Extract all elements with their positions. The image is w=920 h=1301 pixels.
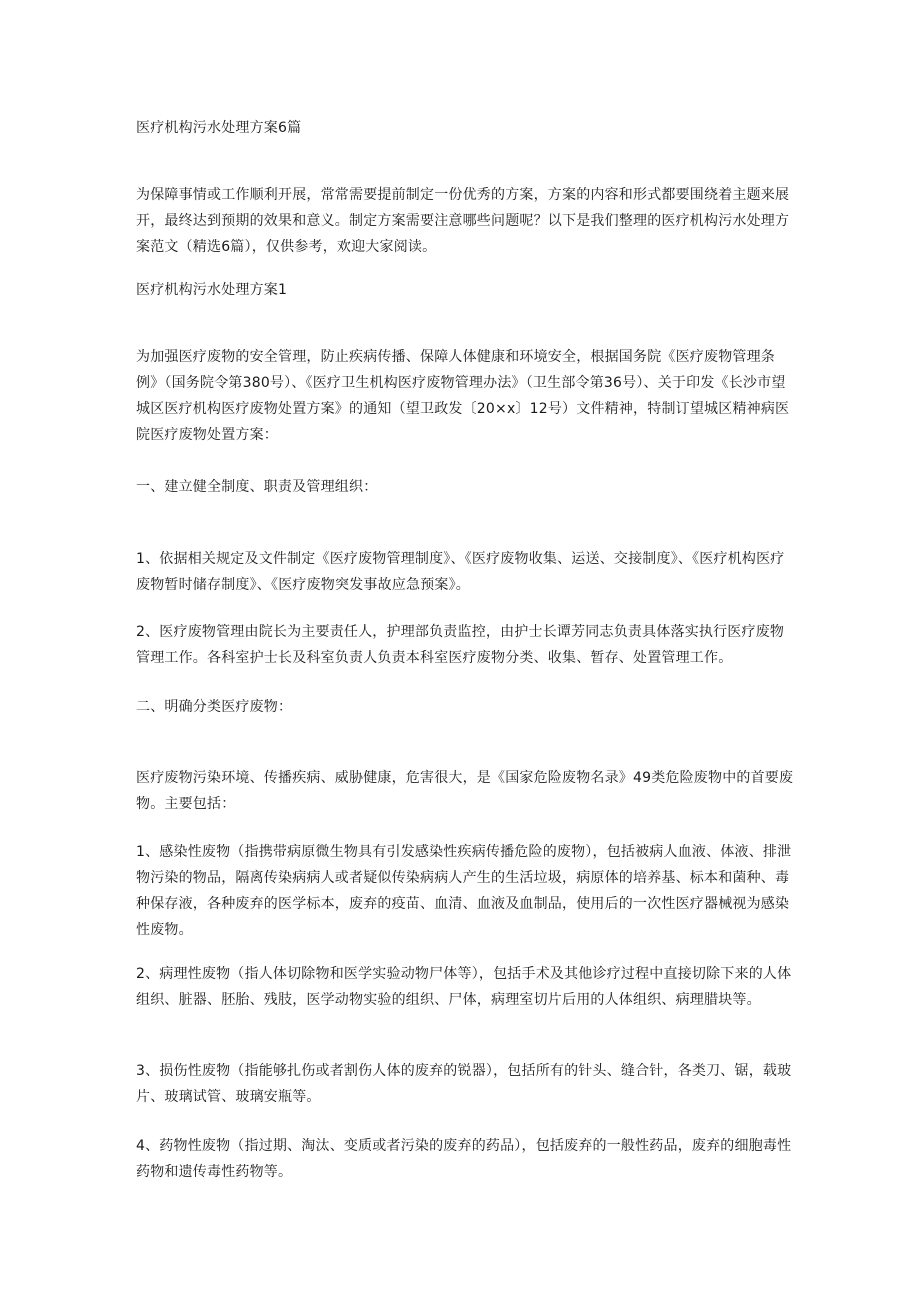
intro-paragraph: 为保障事情或工作顺利开展，常常需要提前制定一份优秀的方案，方案的内容和形式都要围绕着主题来展开，最终达到预期的效果和意义。制定方案需要注意哪些问题呢？以下是我们整理的医疗机构污水处理方案范文（精选6篇），仅供参考，欢迎大家阅读。 [136, 187, 790, 255]
item-2-3: 3、损伤性废物（指能够扎伤或者割伤人体的废弃的锐器），包括所有的针头、缝合针，各类刀、锯，载玻片、玻璃试管、玻璃安瓶等。 [136, 1063, 792, 1105]
document-title: 医疗机构污水处理方案6篇 [136, 120, 302, 136]
item-2-4: 4、药物性废物（指过期、淘汰、变质或者污染的废弃的药品），包括废弃的一般性药品，废弃的细胞毒性药物和遗传毒性药物等。 [136, 1138, 792, 1180]
heading-one: 一、建立健全制度、职责及管理组织： [136, 479, 378, 495]
item-2-1: 1、感染性废物（指携带病原微生物具有引发感染性疾病传播危险的废物），包括被病人血液、体液、排泄物污染的物品，隔离传染病病人或者疑似传染病病人产生的生活垃圾，病原体的培养基、标本和菌种、毒种保存液，各种废弃的医学标本，废弃的疫苗、血清、血液及血制品，使用后的一次性医疗器械视为感染性废物。 [136, 844, 792, 938]
section1-intro-paragraph: 为加强医疗废物的安全管理，防止疾病传播、保障人体健康和环境安全，根据国务院《医疗废物管理条例》（国务院令第380号）、《医疗卫生机构医疗废物管理办法》（卫生部令第36号）、关于印发《长沙市望城区医疗机构医疗废物处置方案》的通知（望卫政发〔20×x〕12号）文件精神，特制订望城区精神病医院医疗废物处置方案： [136, 349, 790, 443]
item-1-1: 1、依据相关规定及文件制定《医疗废物管理制度》、《医疗废物收集、运送、交接制度》、《医疗机构医疗废物暂时储存制度》、《医疗废物突发事故应急预案》。 [136, 551, 785, 593]
heading-two-intro: 医疗废物污染环境、传播疾病、威胁健康，危害很大，是《国家危险废物名录》49类危险废物中的首要废物。主要包括： [136, 770, 794, 812]
item-1-2: 2、医疗废物管理由院长为主要责任人，护理部负责监控，由护士长谭芳同志负责具体落实执行医疗废物管理工作。各科室护士长及科室负责人负责本科室医疗废物分类、收集、暂存、处置管理工作。 [136, 624, 785, 666]
heading-two: 二、明确分类医疗废物： [136, 699, 293, 715]
item-2-2: 2、病理性废物（指人体切除物和医学实验动物尸体等），包括手术及其他诊疗过程中直接切除下来的人体组织、脏器、胚胎、残肢，医学动物实验的组织、尸体，病理室切片后用的人体组织、病理腊块等。 [136, 966, 792, 1008]
section1-title: 医疗机构污水处理方案1 [136, 282, 288, 298]
